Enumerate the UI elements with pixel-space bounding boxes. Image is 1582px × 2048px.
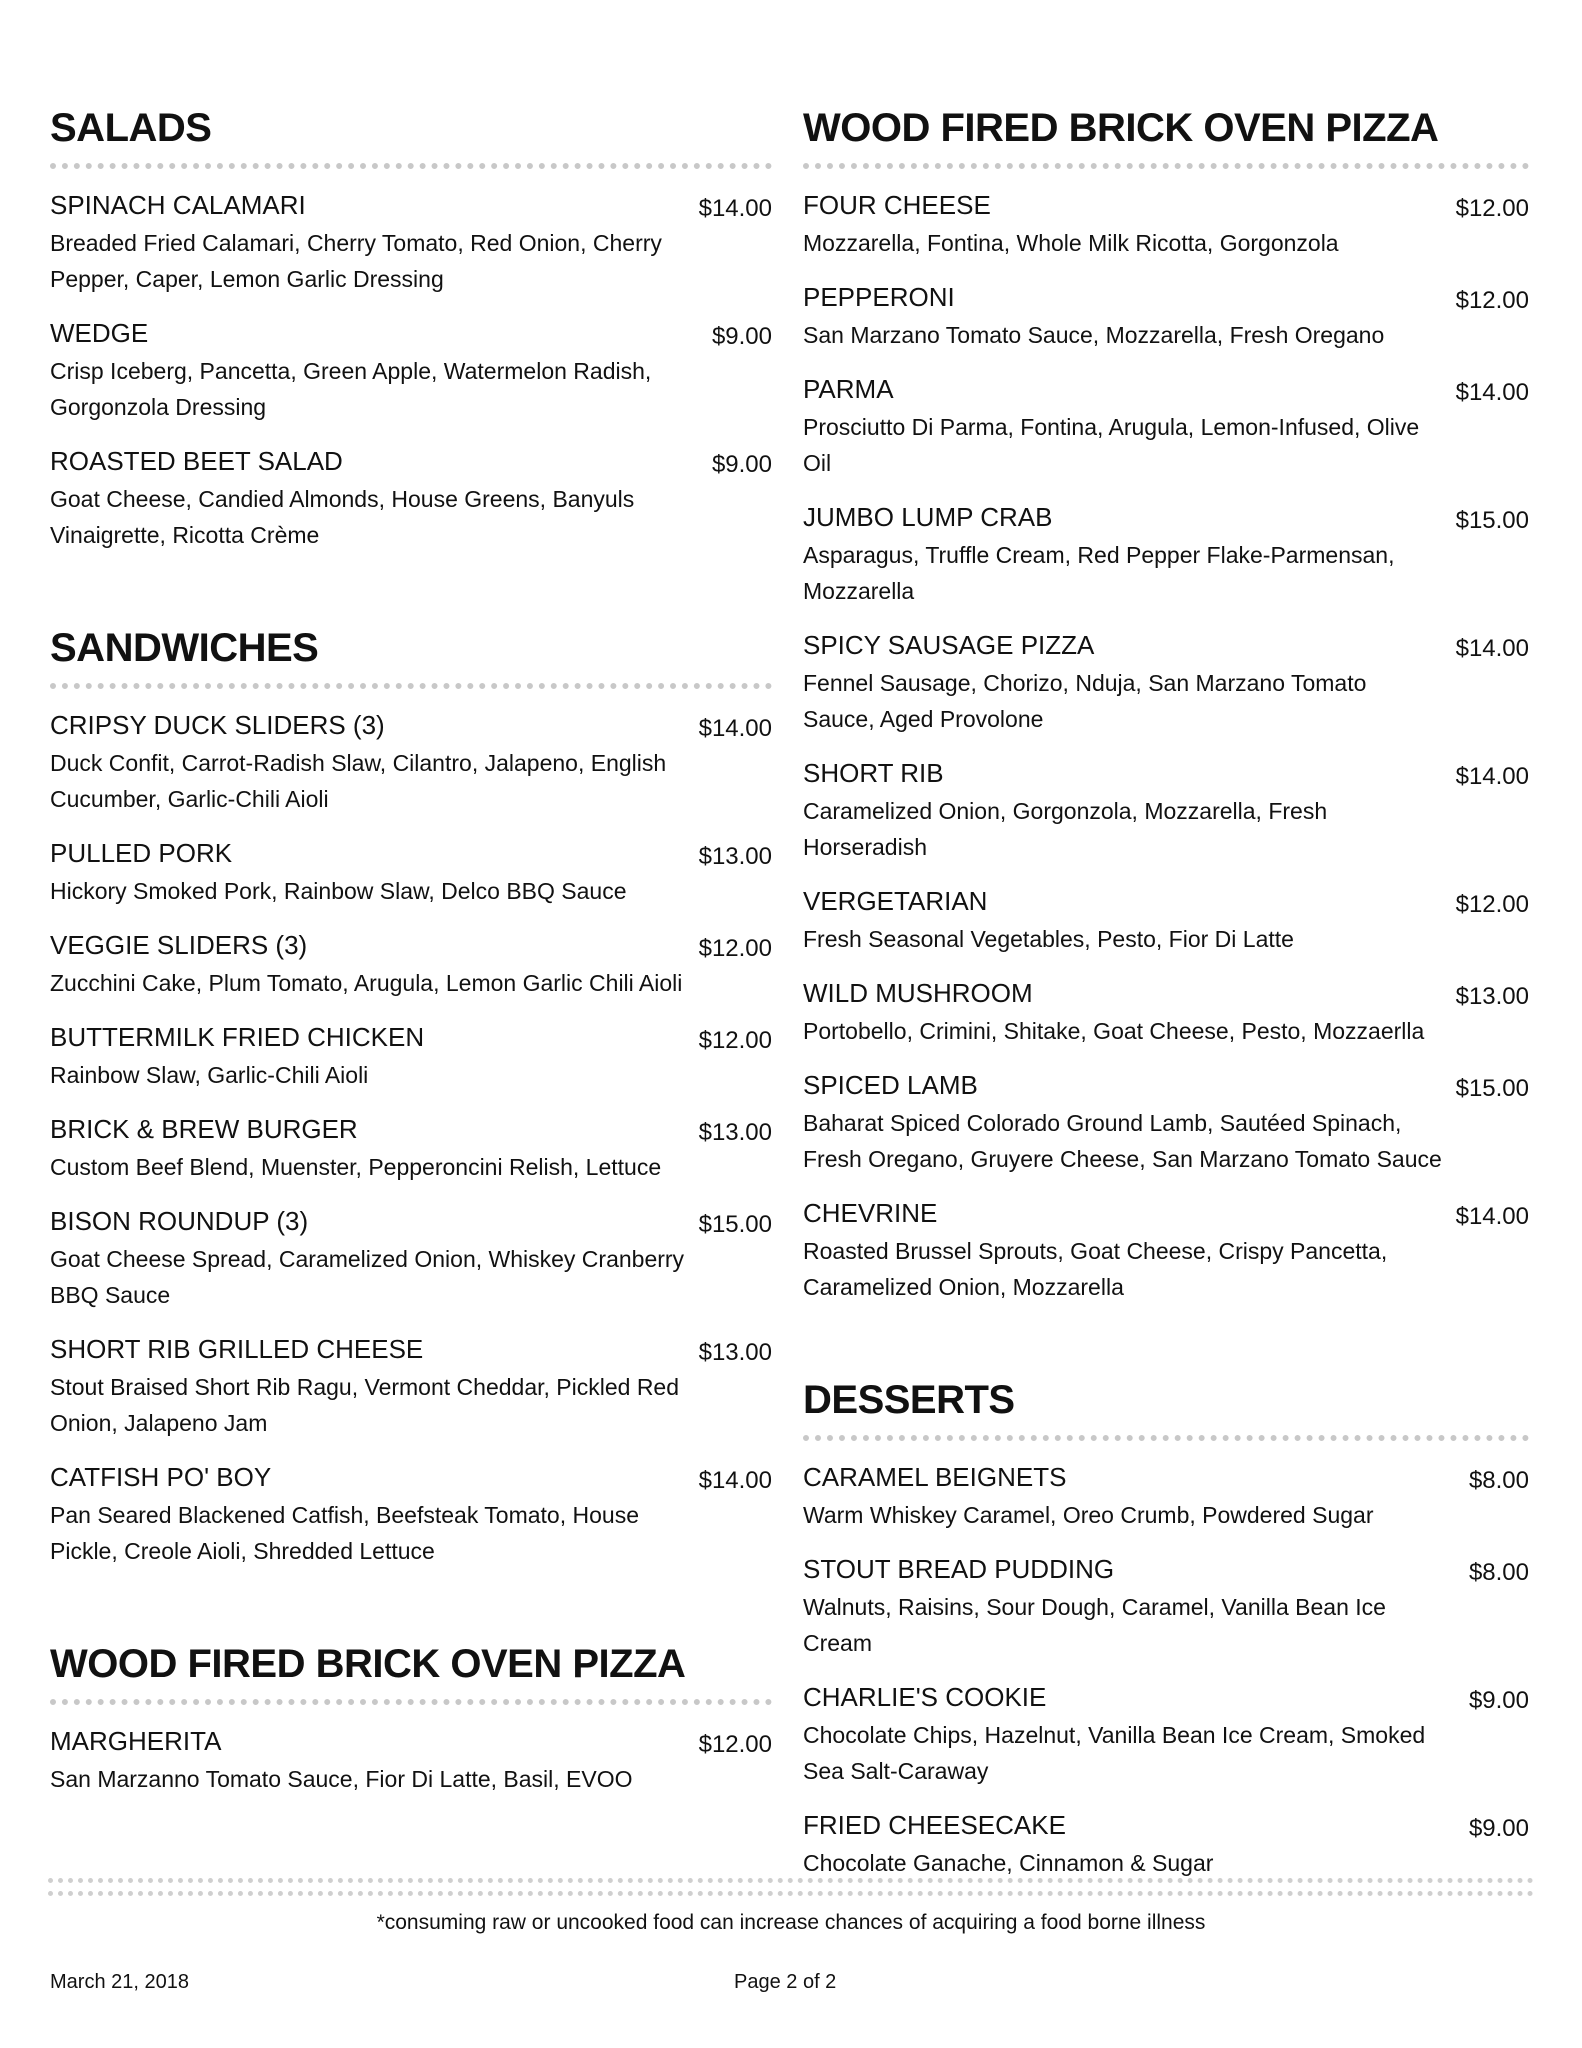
menu-item <box>803 883 1529 957</box>
pizza-section-left <box>50 1631 772 1797</box>
menu-item <box>50 187 772 297</box>
menu-item <box>50 443 772 553</box>
menu-item <box>803 187 1529 261</box>
menu-item-description: Duck Confit, Carrot-Radish Slaw, Cilantro, Jalapeno, English Cucumber, Garlic-Chili Aioli <box>50 750 667 812</box>
menu-item <box>50 707 772 817</box>
menu-item-name: SHORT RIB <box>803 758 944 788</box>
menu-item-price: $14.00 <box>1455 635 1529 662</box>
menu-item-price: $13.00 <box>698 843 772 870</box>
pizza-section <box>803 95 1529 1305</box>
menu-item-header <box>50 315 772 353</box>
menu-item-price: $9.00 <box>711 451 772 478</box>
menu-item-price: $12.00 <box>698 1731 772 1758</box>
menu-item-header <box>50 927 772 965</box>
item-list <box>50 1723 772 1797</box>
menu-item <box>803 975 1529 1049</box>
menu-item-price: $13.00 <box>1455 983 1529 1010</box>
left-column <box>50 95 772 1859</box>
menu-item-header <box>50 1111 772 1149</box>
sandwiches-section <box>50 615 772 1569</box>
menu-item-header <box>50 1459 772 1497</box>
menu-item-price: $12.00 <box>1455 891 1529 918</box>
dotted-divider <box>50 163 772 169</box>
menu-item-price: $8.00 <box>1468 1559 1529 1586</box>
menu-item <box>50 1723 772 1797</box>
menu-item-description: Stout Braised Short Rib Ragu, Vermont Cheddar, Pickled Red Onion, Jalapeno Jam <box>50 1374 680 1436</box>
menu-item-header <box>50 187 772 225</box>
menu-item-price: $8.00 <box>1468 1467 1529 1494</box>
menu-item-description: Zucchini Cake, Plum Tomato, Arugula, Lemon Garlic Chili Aioli <box>50 970 683 996</box>
menu-item-header <box>803 279 1529 317</box>
section-title: WOOD FIRED BRICK OVEN PIZZA <box>803 106 1439 150</box>
menu-item-header <box>50 1203 772 1241</box>
menu-item-name: SPICED LAMB <box>803 1070 978 1100</box>
menu-item-price: $13.00 <box>698 1119 772 1146</box>
menu-item-header <box>50 1723 772 1761</box>
menu-item <box>50 315 772 425</box>
menu-item-header <box>803 1067 1529 1105</box>
item-list <box>803 1459 1529 1881</box>
desserts-section <box>803 1367 1529 1881</box>
menu-item-header <box>803 1551 1529 1589</box>
menu-item-name: CARAMEL BEIGNETS <box>803 1462 1067 1492</box>
menu-item-description: Chocolate Chips, Hazelnut, Vanilla Bean Ice Cream, Smoked Sea Salt-Caraway <box>803 1722 1426 1784</box>
menu-item-name: VEGGIE SLIDERS (3) <box>50 930 308 960</box>
menu-item-name: MARGHERITA <box>50 1726 222 1756</box>
menu-item <box>50 1019 772 1093</box>
salads-section <box>50 95 772 553</box>
menu-item-name: BISON ROUNDUP (3) <box>50 1206 309 1236</box>
dotted-divider <box>803 163 1529 169</box>
menu-item-price: $14.00 <box>698 195 772 222</box>
menu-date: March 21, 2018 <box>50 1971 189 1993</box>
menu-item-description: Fennel Sausage, Chorizo, Nduja, San Marzano Tomato Sauce, Aged Provolone <box>803 670 1367 732</box>
menu-item-price: $12.00 <box>698 935 772 962</box>
menu-item-header <box>803 755 1529 793</box>
menu-item <box>803 371 1529 481</box>
menu-item <box>50 1203 772 1313</box>
menu-item-header <box>50 1331 772 1369</box>
menu-item-price: $9.00 <box>711 323 772 350</box>
menu-item-description: San Marzanno Tomato Sauce, Fior Di Latte, Basil, EVOO <box>50 1766 633 1792</box>
menu-item-price: $14.00 <box>1455 1203 1529 1230</box>
right-column <box>803 95 1529 1943</box>
page-number: Page 2 of 2 <box>734 1971 837 1993</box>
dotted-divider <box>50 683 772 689</box>
menu-item <box>50 927 772 1001</box>
menu-item <box>803 1679 1529 1789</box>
menu-item-description: San Marzano Tomato Sauce, Mozzarella, Fresh Oregano <box>803 322 1385 348</box>
menu-item <box>50 1459 772 1569</box>
menu-item-header <box>803 1807 1529 1845</box>
menu-item-description: Fresh Seasonal Vegetables, Pesto, Fior Di Latte <box>803 926 1294 952</box>
menu-item-header <box>803 187 1529 225</box>
menu-item-price: $12.00 <box>698 1027 772 1054</box>
item-list <box>803 187 1529 1305</box>
menu-item-header <box>803 883 1529 921</box>
menu-item-price: $14.00 <box>698 1467 772 1494</box>
menu-item-name: PARMA <box>803 374 894 404</box>
menu-item-description: Prosciutto Di Parma, Fontina, Arugula, Lemon-Infused, Olive Oil <box>803 414 1420 476</box>
menu-item-header <box>803 627 1529 665</box>
menu-item-name: WEDGE <box>50 318 149 348</box>
section-title: SANDWICHES <box>50 626 319 670</box>
footer-divider <box>48 1878 1534 1896</box>
menu-item-price: $9.00 <box>1468 1815 1529 1842</box>
menu-item <box>50 1111 772 1185</box>
section-title: DESSERTS <box>803 1378 1015 1422</box>
menu-item <box>50 835 772 909</box>
menu-item-name: CATFISH PO' BOY <box>50 1462 272 1492</box>
menu-item-price: $12.00 <box>1455 287 1529 314</box>
menu-item-name: CHARLIE'S COOKIE <box>803 1682 1047 1712</box>
menu-item-header <box>803 1679 1529 1717</box>
menu-item <box>803 755 1529 865</box>
menu-item-price: $14.00 <box>698 715 772 742</box>
menu-item-description: Breaded Fried Calamari, Cherry Tomato, Red Onion, Cherry Pepper, Caper, Lemon Garlic Dressing <box>50 230 662 292</box>
menu-item <box>803 627 1529 737</box>
menu-item-price: $9.00 <box>1468 1687 1529 1714</box>
menu-item-description: Walnuts, Raisins, Sour Dough, Caramel, Vanilla Bean Ice Cream <box>803 1594 1386 1656</box>
menu-item <box>803 279 1529 353</box>
menu-item-name: SHORT RIB GRILLED CHEESE <box>50 1334 424 1364</box>
menu-item-name: WILD MUSHROOM <box>803 978 1033 1008</box>
menu-item-header <box>803 975 1529 1013</box>
menu-item-description: Portobello, Crimini, Shitake, Goat Cheese, Pesto, Mozzaerlla <box>803 1018 1425 1044</box>
menu-item-header <box>803 371 1529 409</box>
menu-item-name: FRIED CHEESECAKE <box>803 1810 1066 1840</box>
menu-item-description: Asparagus, Truffle Cream, Red Pepper Flake-Parmensan, Mozzarella <box>803 542 1395 604</box>
menu-item-name: BUTTERMILK FRIED CHICKEN <box>50 1022 425 1052</box>
menu-item-description: Pan Seared Blackened Catfish, Beefsteak Tomato, House Pickle, Creole Aioli, Shredded Lettuce <box>50 1502 639 1564</box>
menu-item <box>803 1067 1529 1177</box>
menu-item-description: Custom Beef Blend, Muenster, Pepperoncini Relish, Lettuce <box>50 1154 662 1180</box>
menu-item-header <box>803 499 1529 537</box>
menu-item-description: Goat Cheese, Candied Almonds, House Greens, Banyuls Vinaigrette, Ricotta Crème <box>50 486 635 548</box>
menu-item-price: $14.00 <box>1455 763 1529 790</box>
menu-item-name: FOUR CHEESE <box>803 190 991 220</box>
menu-item-price: $15.00 <box>1455 507 1529 534</box>
menu-item-name: SPINACH CALAMARI <box>50 190 306 220</box>
menu-item-name: PEPPERONI <box>803 282 955 312</box>
menu-item-header <box>50 443 772 481</box>
menu-item-name: STOUT BREAD PUDDING <box>803 1554 1115 1584</box>
dotted-divider <box>803 1435 1529 1441</box>
menu-item-description: Crisp Iceberg, Pancetta, Green Apple, Watermelon Radish, Gorgonzola Dressing <box>50 358 652 420</box>
menu-item <box>803 1551 1529 1661</box>
menu-item-header <box>50 835 772 873</box>
section-title: WOOD FIRED BRICK OVEN PIZZA <box>50 1642 686 1686</box>
food-safety-note: *consuming raw or uncooked food can increase chances of acquiring a food borne illness <box>376 1911 1206 1934</box>
item-list <box>50 707 772 1569</box>
menu-item <box>803 1807 1529 1881</box>
item-list <box>50 187 772 553</box>
menu-item-name: JUMBO LUMP CRAB <box>803 502 1053 532</box>
dotted-divider <box>50 1699 772 1705</box>
menu-item-header <box>50 1019 772 1057</box>
menu-item-name: ROASTED BEET SALAD <box>50 446 343 476</box>
menu-item-name: SPICY SAUSAGE PIZZA <box>803 630 1095 660</box>
menu-item-price: $15.00 <box>698 1211 772 1238</box>
menu-item-description: Chocolate Ganache, Cinnamon & Sugar <box>803 1850 1214 1876</box>
menu-item-header <box>803 1459 1529 1497</box>
menu-item-name: CRIPSY DUCK SLIDERS (3) <box>50 710 385 740</box>
menu-item-name: BRICK & BREW BURGER <box>50 1114 358 1144</box>
menu-item-price: $13.00 <box>698 1339 772 1366</box>
menu-item <box>50 1331 772 1441</box>
menu-item-description: Roasted Brussel Sprouts, Goat Cheese, Crispy Pancetta, Caramelized Onion, Mozzarella <box>803 1238 1388 1300</box>
menu-item-description: Hickory Smoked Pork, Rainbow Slaw, Delco BBQ Sauce <box>50 878 627 904</box>
menu-item <box>803 499 1529 609</box>
menu-item-header <box>50 707 772 745</box>
menu-item-description: Baharat Spiced Colorado Ground Lamb, Sautéed Spinach, Fresh Oregano, Gruyere Cheese, San Marzano Tomato Sauce <box>803 1110 1442 1172</box>
menu-item-description: Mozzarella, Fontina, Whole Milk Ricotta, Gorgonzola <box>803 230 1339 256</box>
menu-item-header <box>803 1195 1529 1233</box>
menu-item-description: Rainbow Slaw, Garlic-Chili Aioli <box>50 1062 369 1088</box>
menu-item-price: $14.00 <box>1455 379 1529 406</box>
menu-item-name: CHEVRINE <box>803 1198 938 1228</box>
menu-item <box>803 1195 1529 1305</box>
menu-item-price: $15.00 <box>1455 1075 1529 1102</box>
menu-item <box>803 1459 1529 1533</box>
menu-item-price: $12.00 <box>1455 195 1529 222</box>
menu-item-name: VERGETARIAN <box>803 886 988 916</box>
menu-item-description: Caramelized Onion, Gorgonzola, Mozzarella, Fresh Horseradish <box>803 798 1328 860</box>
menu-item-description: Warm Whiskey Caramel, Oreo Crumb, Powdered Sugar <box>803 1502 1374 1528</box>
section-title: SALADS <box>50 106 212 150</box>
menu-item-name: PULLED PORK <box>50 838 233 868</box>
menu-item-description: Goat Cheese Spread, Caramelized Onion, Whiskey Cranberry BBQ Sauce <box>50 1246 685 1308</box>
